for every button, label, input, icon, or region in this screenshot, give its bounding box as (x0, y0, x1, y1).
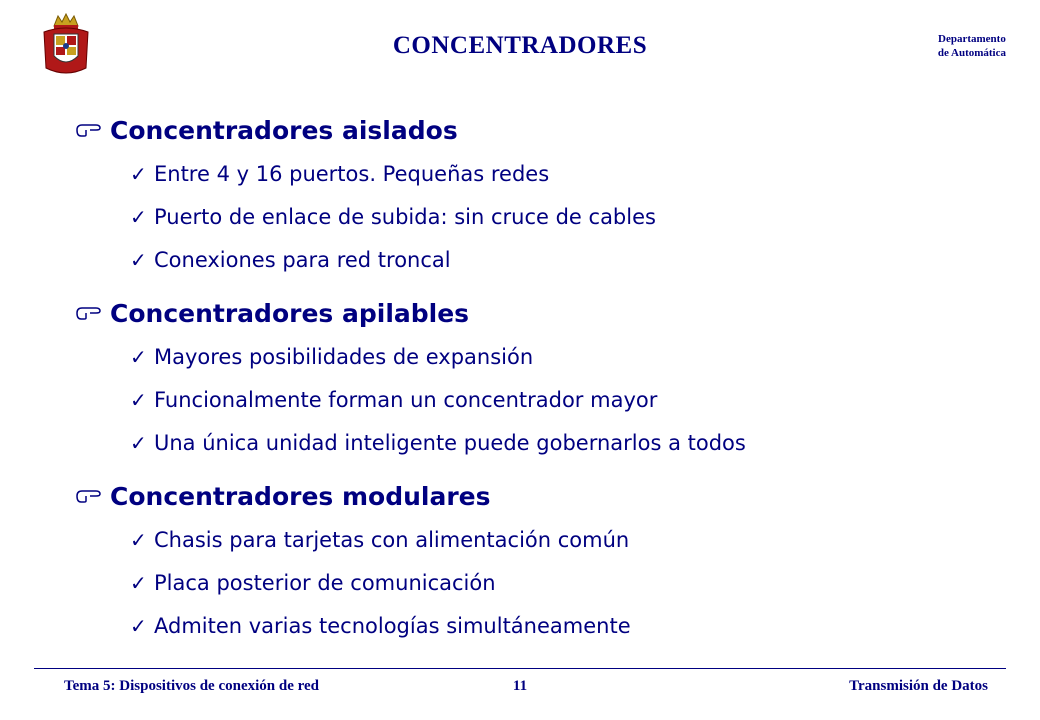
list-item-text: Chasis para tarjetas con alimentación común (154, 527, 630, 552)
check-mark-icon: ✓ (130, 344, 147, 369)
list-item-text: Funcionalmente forman un concentrador mayor (154, 387, 658, 412)
check-mark-icon: ✓ (130, 204, 147, 229)
list-item (76, 238, 996, 281)
footer-topic: Tema 5: Dispositivos de conexión de red (64, 678, 320, 694)
check-mark-icon: ✓ (130, 387, 147, 412)
slide-content (76, 108, 996, 647)
check-mark-icon: ✓ (130, 527, 147, 552)
list-item (76, 421, 996, 464)
list-item (76, 195, 996, 238)
list-item-text: Conexiones para red troncal (154, 247, 451, 272)
slide-title: CONCENTRADORES (392, 32, 648, 59)
footer-course: Transmisión de Datos (849, 678, 988, 694)
list-item-text: Mayores posibilidades de expansión (154, 344, 534, 369)
section-heading (76, 474, 996, 518)
pointing-hand-icon (76, 488, 110, 504)
list-item (76, 518, 996, 561)
section-apilables (76, 291, 996, 464)
section-heading (76, 108, 996, 152)
footer-divider (34, 668, 1006, 669)
list-item-text: Entre 4 y 16 puertos. Pequeñas redes (154, 161, 550, 186)
list-item-text: Puerto de enlace de subida: sin cruce de cables (154, 204, 656, 229)
pointing-hand-icon (76, 122, 110, 138)
section-aislados (76, 108, 996, 281)
check-mark-icon: ✓ (130, 247, 147, 272)
section-heading-text: Concentradores modulares (110, 481, 491, 511)
list-item-text: Admiten varias tecnologías simultáneamente (154, 613, 631, 638)
department-line-1: Departamento (938, 33, 1006, 45)
list-item (76, 604, 996, 647)
department-line-2: de Automática (937, 47, 1006, 59)
pointing-hand-icon (76, 305, 110, 321)
check-mark-icon: ✓ (130, 613, 147, 638)
section-heading (76, 291, 996, 335)
list-item (76, 378, 996, 421)
list-item (76, 152, 996, 195)
list-item-text: Una única unidad inteligente puede gobernarlos a todos (154, 430, 746, 455)
section-heading-text: Concentradores apilables (110, 298, 470, 328)
list-item (76, 335, 996, 378)
check-mark-icon: ✓ (130, 570, 147, 595)
section-modulares (76, 474, 996, 647)
page-number: 11 (512, 678, 528, 694)
section-heading-text: Concentradores aislados (110, 115, 458, 145)
department-label (938, 32, 1006, 60)
check-mark-icon: ✓ (130, 161, 147, 186)
check-mark-icon: ✓ (130, 430, 147, 455)
list-item-text: Placa posterior de comunicación (154, 570, 496, 595)
list-item (76, 561, 996, 604)
